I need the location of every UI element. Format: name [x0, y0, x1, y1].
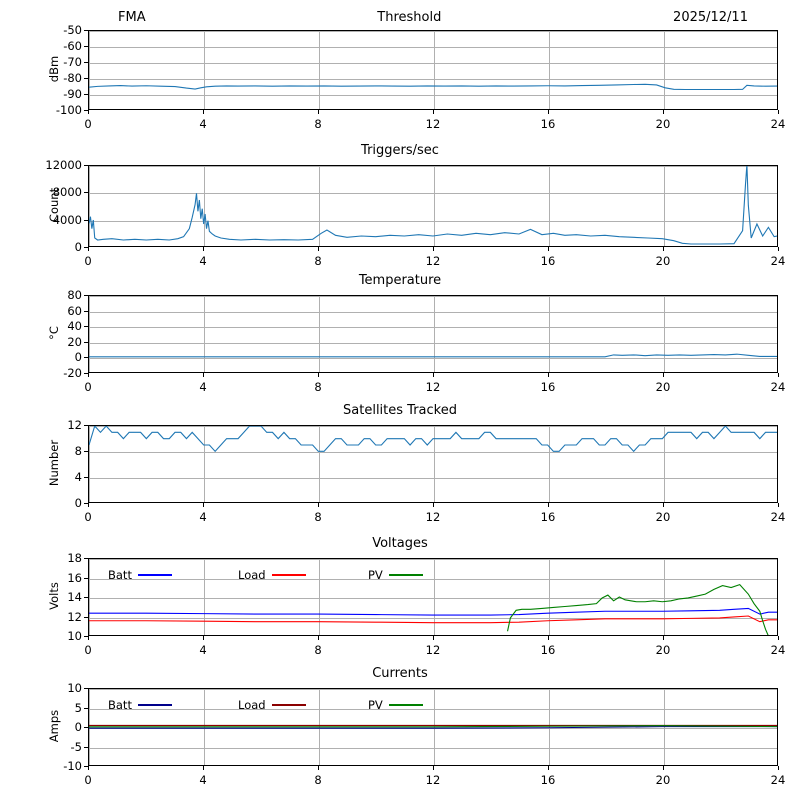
- x-tick-mark: [433, 110, 434, 114]
- y-tick-label: 0: [74, 350, 82, 365]
- x-tick-label: 24: [770, 643, 786, 657]
- x-tick-label: 16: [540, 380, 556, 394]
- chart-title-temperature: Temperature: [358, 273, 442, 288]
- y-tick-mark: [84, 747, 88, 748]
- y-axis-label-threshold: dBm: [47, 55, 61, 83]
- chart-title-voltages: Voltages: [372, 536, 428, 551]
- y-tick-mark: [84, 597, 88, 598]
- x-tick-mark: [203, 247, 204, 251]
- x-tick-mark: [433, 247, 434, 251]
- y-tick-mark: [84, 311, 88, 312]
- y-tick-label: 80: [67, 288, 82, 302]
- x-tick-label: 4: [199, 117, 207, 131]
- y-tick-label: 4000: [52, 212, 82, 227]
- chart-panel-triggers: [0, 143, 800, 271]
- legend-entry-batt: [108, 568, 172, 582]
- y-tick-label: 16: [67, 570, 82, 585]
- chart-panel-voltages: [0, 536, 800, 660]
- chart-panel-threshold: [0, 8, 800, 134]
- series-line-batt: [89, 608, 777, 615]
- legend-swatch-load: [272, 704, 306, 706]
- legend-swatch-batt: [138, 574, 172, 576]
- y-tick-label: 10: [67, 629, 82, 643]
- y-axis-label-voltages: Volts: [47, 582, 61, 610]
- y-tick-label: 12000: [45, 158, 82, 172]
- y-tick-label: 8000: [52, 185, 82, 200]
- x-tick-label: 12: [425, 254, 441, 268]
- x-tick-label: 4: [199, 510, 207, 524]
- x-tick-label: 16: [540, 117, 556, 131]
- x-tick-label: 20: [655, 643, 671, 657]
- series-layer-triggers: [89, 166, 777, 246]
- x-tick-mark: [88, 110, 89, 114]
- y-tick-mark: [84, 727, 88, 728]
- y-tick-label: 0: [74, 720, 82, 734]
- x-tick-mark: [663, 636, 664, 640]
- x-tick-label: 4: [199, 643, 207, 657]
- y-tick-label: 40: [67, 319, 82, 334]
- x-tick-mark: [318, 247, 319, 251]
- y-axis-label-triggers: Count: [47, 187, 61, 223]
- x-tick-label: 24: [770, 510, 786, 524]
- x-tick-label: 4: [199, 773, 207, 787]
- chart-title-currents: Currents: [372, 666, 428, 681]
- x-tick-label: 4: [199, 380, 207, 394]
- x-tick-mark: [433, 503, 434, 507]
- x-tick-mark: [663, 247, 664, 251]
- y-tick-label: 4: [74, 470, 82, 484]
- x-tick-mark: [548, 503, 549, 507]
- x-tick-mark: [433, 636, 434, 640]
- y-tick-mark: [84, 62, 88, 63]
- series-line-satellites-tracked: [89, 426, 777, 451]
- x-tick-mark: [548, 636, 549, 640]
- y-tick-label: -5: [70, 739, 82, 754]
- legend-entry-load: [238, 698, 306, 712]
- x-tick-label: 12: [425, 773, 441, 787]
- legend-entry-load: [238, 568, 306, 582]
- legend-label: PV: [368, 698, 383, 712]
- x-tick-mark: [318, 766, 319, 770]
- legend-entry-batt: [108, 698, 172, 712]
- x-tick-mark: [548, 247, 549, 251]
- x-tick-label: 20: [655, 117, 671, 131]
- y-tick-label: 5: [74, 700, 82, 715]
- y-axis-label-satellites: Number: [47, 439, 61, 487]
- y-tick-label: -60: [63, 39, 82, 53]
- x-tick-mark: [88, 373, 89, 377]
- x-tick-mark: [778, 247, 779, 251]
- series-layer-voltages: [89, 559, 777, 635]
- series-line-triggers-per-second: [89, 166, 777, 244]
- y-tick-label: 18: [67, 551, 82, 565]
- y-tick-mark: [84, 192, 88, 193]
- y-tick-label: 8: [74, 444, 82, 458]
- series-line-threshold-dbm: [89, 84, 777, 89]
- x-tick-mark: [203, 636, 204, 640]
- chart-panel-temperature: [0, 273, 800, 397]
- y-tick-label: 0: [74, 496, 82, 510]
- y-tick-label: -90: [63, 87, 82, 101]
- x-tick-mark: [778, 373, 779, 377]
- x-tick-label: 16: [540, 643, 556, 657]
- x-tick-label: 0: [84, 643, 92, 657]
- x-tick-mark: [548, 373, 549, 377]
- y-tick-mark: [84, 165, 88, 166]
- y-tick-label: 0: [74, 240, 82, 254]
- legend-label: Load: [238, 568, 266, 582]
- series-layer-satellites: [89, 426, 777, 502]
- x-tick-mark: [778, 503, 779, 507]
- y-tick-label: -100: [55, 103, 82, 117]
- x-tick-mark: [88, 766, 89, 770]
- x-tick-label: 0: [84, 380, 92, 394]
- x-tick-mark: [433, 373, 434, 377]
- y-tick-label: -70: [63, 55, 82, 69]
- x-tick-label: 16: [540, 773, 556, 787]
- x-tick-label: 8: [314, 117, 322, 131]
- x-tick-label: 12: [425, 117, 441, 131]
- x-tick-mark: [663, 503, 664, 507]
- x-tick-mark: [203, 766, 204, 770]
- x-tick-label: 12: [425, 510, 441, 524]
- legend-entry-pv: [368, 698, 423, 712]
- x-tick-mark: [778, 636, 779, 640]
- plot-area-voltages: [88, 558, 778, 636]
- y-tick-mark: [84, 451, 88, 452]
- x-tick-mark: [318, 110, 319, 114]
- y-tick-label: 20: [67, 334, 82, 349]
- x-tick-label: 24: [770, 773, 786, 787]
- y-tick-mark: [84, 357, 88, 358]
- legend-swatch-load: [272, 574, 306, 576]
- x-tick-mark: [203, 110, 204, 114]
- x-tick-label: 16: [540, 510, 556, 524]
- legend-swatch-batt: [138, 704, 172, 706]
- y-tick-mark: [84, 425, 88, 426]
- y-tick-mark: [84, 558, 88, 559]
- x-tick-label: 20: [655, 510, 671, 524]
- y-tick-mark: [84, 708, 88, 709]
- plot-area-satellites: [88, 425, 778, 503]
- x-tick-label: 20: [655, 380, 671, 394]
- x-tick-label: 20: [655, 254, 671, 268]
- x-tick-mark: [778, 766, 779, 770]
- y-tick-mark: [84, 688, 88, 689]
- x-tick-label: 24: [770, 254, 786, 268]
- x-tick-label: 8: [314, 773, 322, 787]
- x-tick-label: 0: [84, 510, 92, 524]
- legend-swatch-pv: [389, 704, 423, 706]
- x-tick-mark: [88, 503, 89, 507]
- legend-label: Batt: [108, 568, 132, 582]
- x-tick-mark: [88, 247, 89, 251]
- x-tick-label: 20: [655, 773, 671, 787]
- header-right-title: 2025/12/11: [673, 10, 748, 25]
- x-tick-mark: [203, 503, 204, 507]
- series-layer-threshold: [89, 31, 777, 109]
- x-tick-label: 16: [540, 254, 556, 268]
- header-left-title: FMA: [118, 10, 146, 25]
- series-line-load: [89, 616, 777, 623]
- chart-title-triggers: Triggers/sec: [361, 143, 439, 158]
- y-axis-label-temperature: °C: [47, 326, 61, 340]
- x-tick-mark: [203, 373, 204, 377]
- chart-title-satellites: Satellites Tracked: [343, 403, 457, 418]
- x-tick-label: 8: [314, 643, 322, 657]
- x-tick-mark: [663, 766, 664, 770]
- legend-label: PV: [368, 568, 383, 582]
- y-tick-label: 14: [67, 590, 82, 604]
- x-tick-mark: [88, 636, 89, 640]
- chart-panel-currents: [0, 666, 800, 790]
- plot-area-temperature: [88, 295, 778, 373]
- y-tick-mark: [84, 578, 88, 579]
- legend-swatch-pv: [389, 574, 423, 576]
- y-tick-mark: [84, 220, 88, 221]
- x-tick-mark: [318, 636, 319, 640]
- x-tick-label: 12: [425, 643, 441, 657]
- series-line-temperature-c: [89, 354, 777, 357]
- x-tick-mark: [778, 110, 779, 114]
- legend-label: Batt: [108, 698, 132, 712]
- x-tick-label: 12: [425, 380, 441, 394]
- y-tick-mark: [84, 78, 88, 79]
- plot-area-currents: [88, 688, 778, 766]
- plot-area-triggers: [88, 165, 778, 247]
- y-tick-mark: [84, 46, 88, 47]
- x-tick-mark: [663, 110, 664, 114]
- y-tick-mark: [84, 295, 88, 296]
- chart-panel-satellites: [0, 403, 800, 527]
- y-tick-label: 60: [67, 303, 82, 318]
- series-layer-currents: [89, 689, 777, 765]
- y-axis-label-currents: Amps: [47, 709, 61, 743]
- plot-area-threshold: [88, 30, 778, 110]
- x-tick-label: 0: [84, 773, 92, 787]
- y-tick-label: -50: [63, 23, 82, 37]
- y-tick-mark: [84, 326, 88, 327]
- x-tick-mark: [663, 373, 664, 377]
- x-tick-label: 0: [84, 117, 92, 131]
- x-tick-label: 4: [199, 254, 207, 268]
- x-tick-mark: [548, 110, 549, 114]
- series-layer-temperature: [89, 296, 777, 372]
- x-tick-label: 24: [770, 117, 786, 131]
- y-tick-label: -10: [63, 759, 82, 773]
- x-tick-mark: [433, 766, 434, 770]
- y-tick-label: 12: [67, 418, 82, 432]
- y-tick-mark: [84, 30, 88, 31]
- y-tick-label: -80: [63, 71, 82, 85]
- x-tick-label: 0: [84, 254, 92, 268]
- x-tick-mark: [318, 373, 319, 377]
- legend-label: Load: [238, 698, 266, 712]
- x-tick-label: 8: [314, 254, 322, 268]
- x-tick-label: 8: [314, 380, 322, 394]
- y-tick-label: -20: [63, 366, 82, 380]
- header-center-title: Threshold: [377, 10, 442, 25]
- x-tick-label: 24: [770, 380, 786, 394]
- x-tick-mark: [548, 766, 549, 770]
- x-tick-mark: [318, 503, 319, 507]
- x-tick-label: 8: [314, 510, 322, 524]
- y-tick-mark: [84, 94, 88, 95]
- y-tick-label: 10: [67, 681, 82, 695]
- y-tick-mark: [84, 477, 88, 478]
- y-tick-mark: [84, 342, 88, 343]
- y-tick-label: 12: [67, 609, 82, 624]
- y-tick-mark: [84, 617, 88, 618]
- legend-entry-pv: [368, 568, 423, 582]
